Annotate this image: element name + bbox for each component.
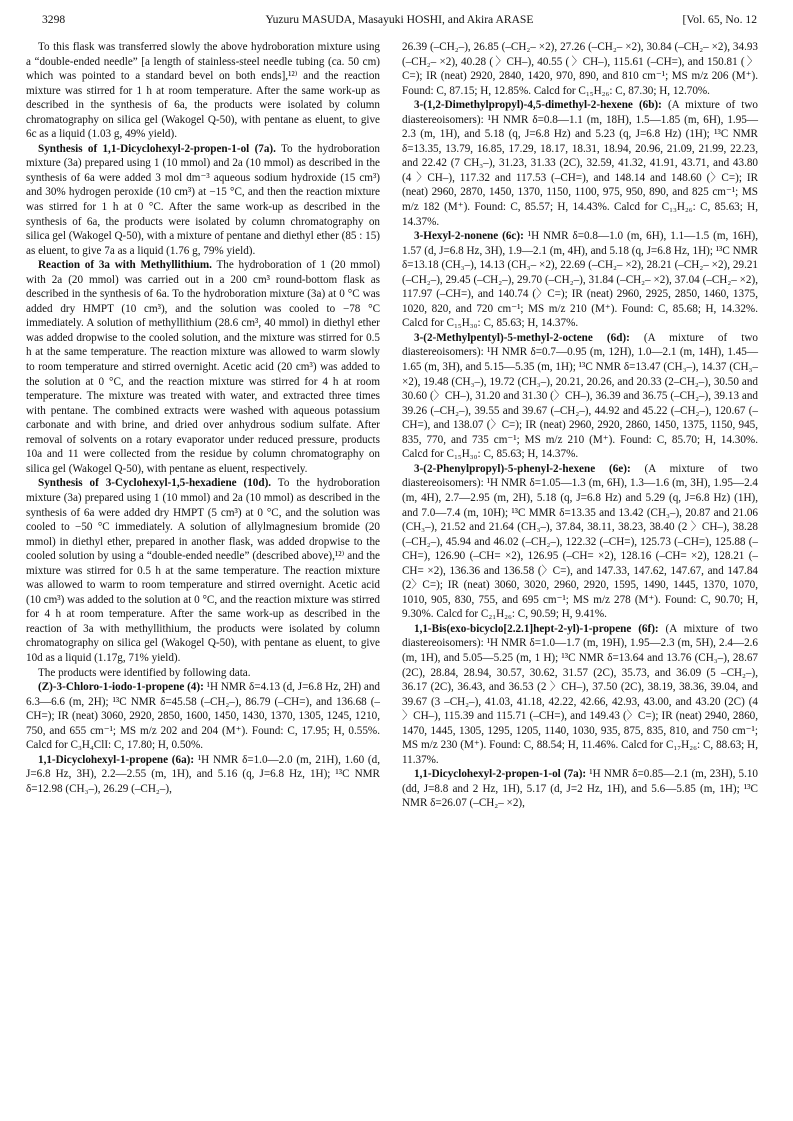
paragraph — [402, 229, 758, 331]
paragraph-text: (A mixture of two diastereoisomers): ¹H NMR δ=0.7—0.95 (m, 12H), 1.0—2.1 (m, 14H), 1.45—1.65 (m, 3H), and 5.15—5.35 (m, 1H); ¹³C NMR δ=13.47 (CH₃–), 14.37 (CH₃– ×2), 19.48 (CH₃–), 19.72 (CH₃–), 20.21, 20.26, and 20.33 (2–CH₂–), 30.50 and 30.60 (〉CH–), 31.20 and 31.30 (〉CH–), 36.39 and 36.75 (–CH₂–), 39.13 and 39.26 (–CH₂–), 39.55 and 39.67 (–CH₂–), 44.92 and 45.22 (–CH₂–), 120.67 (–CH=), and 138.07 (〉C=); IR (neat) 2960, 2920, 2860, 1450, 1375, 1150, 945, 835, 770, and 735 cm⁻¹; MS m/z 210 (M⁺). Found: C, 85.70; H, 14.30%. Calcd for C₁₅H₃₀: C, 85.63; H, 14.37%. — [402, 331, 758, 461]
paragraph — [402, 767, 758, 811]
paragraph-text: The hydroboration of 1 (20 mmol) with 2a (20 mmol) was carried out in a 200 cm³ round-bottom flask as described in the synthesis of 6a. To the hydroboration mixture (3a) at 0 °C was added dry HMPT (10 cm³), and the solution was cooled to −78 °C immediately. A solution of methyllithium (28.6 cm³, 40 mmol) in diethyl ether was added dropwise to the cooled solution, and the mixture was stirred for 0.5 h at the same temperature. The reaction mixture was allowed to warm slowly to room temperature and stirred overnight. Acetic acid (20 cm³) was added to the solution at 0 °C, and the reaction mixture was stirred for 4 h at room temperature. The mixture was treated with water, and extracted three times with pentane. The combined extracts were washed with aqueous potassium carbonate and with brine, and dried over anhydrous sodium sulfate. After removal of solvents on a rotary evaporator under reduced pressure, products 10a and 11 were collected from the residue by column chromatography on silica gel (Wakogel Q-50), with pentane as eluent, respectively. — [26, 259, 381, 475]
paragraph — [26, 142, 380, 258]
paragraph — [26, 476, 380, 665]
section-heading: Synthesis of 3-Cyclohexyl-1,5-hexadiene (10d). — [38, 477, 272, 490]
paragraph-text: (A mixture of two diastereoisomers): ¹H NMR δ=1.05—1.3 (m, 6H), 1.3—1.6 (m, 3H), 1.95—2.4 (m, 4H), 2.7—2.95 (m, 2H), 5.18 (q, J=6.8 Hz) and 5.29 (q, J=6.8 Hz) (1H), and 7.0—7.4 (m, 10H); ¹³C MMR δ=13.35 and 13.42 (CH₃–), 20.87 and 21.06 (CH₃–), 21.52 and 21.64 (CH₃–), 37.84, 38.11, 38.23, 38.40 (2 〉CH–), 38.28 (–CH₂–), 45.94 and 46.02 (–CH₂–), 122.32 (–CH=), 125.73 (–CH=), 125.88 (–CH=), 126.90 (–CH= ×2), 126.95 (–CH= ×2), 128.16 (–CH= ×2), 128.21 (–CH= ×2), 136.36 and 136.58 (〉C=), and 147.33, 147.62, 147.67, and 147.84 (2〉C=); IR (neat) 3060, 3020, 2960, 2920, 1595, 1490, 1445, 1370, 1070, 1010, 905, 830, 755, and 695 cm⁻¹; MS m/z 278 (M⁺). Found: C, 90.70; H, 9.30%. Calcd for C₂₁H₂₆: C, 90.59; H, 9.41%. — [402, 462, 758, 621]
author-line: Yuzuru MASUDA, Masayuki HOSHI, and Akira ARASE — [265, 13, 534, 26]
right-column — [402, 40, 758, 811]
paragraph-text: ¹H NMR δ=0.8—1.0 (m, 6H), 1.1—1.5 (m, 16H), 1.57 (d, J=6.8 Hz, 3H), 1.9—2.1 (m, 4H), and 5.18 (q, J=6.8 Hz, 1H); ¹³C NMR δ=13.18 (CH₃–), 14.13 (CH₃– ×2), 22.69 (–CH₂– ×2), 28.21 (–CH₂– ×2), 29.21 (–CH₂–), 29.45 (–CH₂–), 29.70 (–CH₂–), 31.84 (–CH₂– ×2), 37.04 (–CH₂– ×2), 117.97 (–CH=), and 140.74 (〉C=); IR (neat) 2960, 2925, 2850, 1460, 1375, 1020, 820, and 720 cm⁻¹; MS m/z 210 (M⁺). Found: C, 85.68; H, 14.32%. Calcd for C₁₅H₃₀: C, 85.63; H, 14.37%. — [402, 230, 758, 330]
running-header — [42, 13, 757, 31]
page-number: 3298 — [42, 13, 66, 26]
paragraph — [26, 258, 380, 476]
section-heading: Synthesis of 1,1-Dicyclohexyl-2-propen-1-ol (7a). — [38, 142, 276, 155]
paragraph: 26.39 (–CH₂–), 26.85 (–CH₂– ×2), 27.26 (–CH₂– ×2), 30.84 (–CH₂– ×2), 34.93 (–CH₂– ×2), 40.28 ( 〉CH–), 40.55 ( 〉CH–), 115.61 (–CH=), and 150.81 ( 〉C=); IR (neat) 2920, 2840, 1420, 970, 890, and 810 cm⁻¹; MS m/z 206 (M⁺). Found: C, 87.15; H, 12.85%. Calcd for C₁₅H₂₆: C, 87.30; H, 12.70%. — [402, 41, 758, 97]
paragraph-text: ¹H NMR δ=0.85—2.1 (m, 23H), 5.10 (dd, J=8.8 and 2 Hz, 1H), 5.17 (d, J=2 Hz, 1H), and 5.6—5.85 (m, 1H); ¹³C NMR δ=26.07 (–CH₂– ×2), — [402, 768, 758, 810]
compound-heading: 1,1-Dicyclohexyl-1-propene (6a): — [38, 753, 195, 766]
compound-heading: 3-(1,2-Dimethylpropyl)-4,5-dimethyl-2-hexene (6b): — [414, 99, 662, 112]
volume-info: [Vol. 65, No. 12 — [682, 13, 757, 26]
paragraph — [402, 331, 758, 462]
left-column — [26, 40, 380, 796]
paragraph — [402, 98, 758, 229]
paragraph-text: (A mixture of two diastereoisomers): ¹H NMR δ=0.8—1.1 (m, 18H), 1.5—1.85 (m, 6H), 1.95—2.3 (m, 1H), and 5.18 (q, J=6.8 Hz) and 5.23 (q, J=6.8 Hz) (1H); ¹³C NMR δ=13.35, 13.79, 16.85, 17.29, 18.17, 18.31, 18.94, 20.96, 21.09, 21.99, 22.23, and 22.42 (7 CH₃–), 31.23, 31.33 (2C), 32.59, 41.32, 41.91, 43.71, and 43.80 (4 〉CH–), 117.32 and 117.53 (–CH=), and 148.14 and 148.60 (〉C=); IR (neat) 2960, 2870, 1450, 1370, 1150, 1100, 975, 950, 890, and 825 cm⁻¹; MS m/z 182 (M⁺). Found: C, 85.57; H, 14.43%. Calcd for C₁₃H₂₆: C, 85.63; H, 14.37%. — [402, 99, 758, 228]
paragraph — [26, 753, 380, 797]
paragraph-text: ¹H NMR δ=4.13 (d, J=6.8 Hz, 2H) and 6.3—6.6 (m, 2H); ¹³C NMR δ=45.58 (–CH₂–), 86.79 (–CH=), and 136.68 (–CH=); IR (neat) 3060, 2920, 2850, 1600, 1450, 1430, 1370, 1305, 1245, 1210, 750, and 655 cm⁻¹; MS m/z 202 and 204 (M⁺). Found: C, 17.95; H, 0.55%. Calcd for C₃H₄ClI: C, 17.80; H, 0.50%. — [26, 681, 381, 752]
compound-heading: (Z)-3-Chloro-1-iodo-1-propene (4): — [38, 681, 204, 694]
compound-heading: 3-(2-Phenylpropyl)-5-phenyl-2-hexene (6e): — [414, 462, 631, 475]
paragraph — [26, 680, 380, 753]
paragraph-text: To the hydroboration mixture (3a) prepared using 1 (10 mmol) and 2a (10 mmol) as described in the synthesis of 6a were added dry HMPT (5 cm³) at 0 °C, and the solution was cooled to −50 °C immediately. A solution of allylmagnesium bromide (20 mmol) in diethyl ether, prepared in another flask, was added dropwise to the cooled solution by using a “double-ended needle” (described above),¹²⁾ and the mixture was stirred for 0.5 h at the same temperature. The reaction mixture was allowed to warm to room temperature and stirred overnight. Acetic acid (10 cm³) was added to the solution at 0 °C, and the reaction mixture was stirred for 4 h at room temperature. After the same work-up as described in the reaction of 3a with methyllithium, the products were isolated by column chromatography on silica gel (Wakogel Q-50), with pentane as eluent, to give 10d as a liquid (1.17g, 71% yield). — [26, 477, 380, 664]
paragraph-text: (A mixture of two diastereoisomers): ¹H NMR δ=1.0—1.7 (m, 19H), 1.95—2.3 (m, 5H), 2.4—2.6 (m, 1H), and 5.05—5.25 (m, 1 H); ¹³C NMR δ=13.64 and 13.76 (CH₃–), 28.67 (2C), 28.84, 28.94, 30.57, 30.62, 31.57 (2C), 35.73, and 36.09 (5 –CH₂–), 36.17 (2C), 36.43, and 36.53 (2 〉CH–), 37.50 (2C), 38.19, 38.36, 39.04, and 39.67 (3 –CH₂–), 41.03, 41.18, 42.22, 42.66, 42.93, 43.00, and 43.20 (2C) (4 〉CH–), 115.39 and 115.71 (–CH=), and 149.43 (〉C=); IR (neat) 2940, 2860, 1470, 1445, 1305, 1295, 1205, 1140, 1030, 935, 875, 835, 810, and 750 cm⁻¹; MS m/z 230 (M⁺). Found: C, 88.54; H, 11.46%. Calcd for C₁₇H₂₆: C, 88.63; H, 11.37%. — [402, 622, 758, 766]
paragraph-text: ¹H NMR δ=1.0—2.0 (m, 21H), 1.60 (d, J=6.8 Hz, 3H), 2.2—2.55 (m, 1H), and 5.16 (q, J=6.8 Hz, 1H); ¹³C NMR δ=12.98 (CH₃–), 26.29 (–CH₂–), — [26, 753, 380, 795]
compound-heading: 3-Hexyl-2-nonene (6c): — [414, 230, 524, 243]
paragraph: To this flask was transferred slowly the above hydroboration mixture using a “double-ended needle” [a length of stainless-steel needle tubing (ca. 50 cm) which was pointed to a standard bevel on both ends],¹²⁾ and the reaction mixture was stirred for 1 h at room temperature. After the same work-up as described in the synthesis of 6a, the products were isolated by column chromatography on silica gel (Wakogel Q-50), with pentane as eluent, to give 6c as a liquid (1.03 g, 49% yield). — [26, 41, 380, 141]
paragraph-text: To the hydroboration mixture (3a) prepared using 1 (10 mmol) and 2a (10 mmol) as described in the synthesis of 6a were added 3 mol dm⁻³ aqueous sodium hydroxide (15 cm³) and 30% hydrogen peroxide (10 cm³) at −15 °C, and then the reaction mixture was stirred for 1 h at 0 °C. After the same work-up as described in the synthesis of 6a, the products were isolated by column chromatography on silica gel (Wakogel Q-50), with a mixture of pentane and diethyl ether (85 : 15) as eluent, to give 7a as a liquid (1.76 g, 79% yield). — [26, 142, 380, 257]
compound-heading: 1,1-Bis(exo-bicyclo[2.2.1]hept-2-yl)-1-propene — [414, 622, 632, 635]
section-heading: Reaction of 3a with Methyllithium. — [38, 259, 212, 272]
paragraph — [402, 462, 758, 622]
paragraph: The products were identified by following data. — [38, 666, 251, 679]
paragraph — [402, 622, 758, 767]
compound-heading: 3-(2-Methylpentyl)-5-methyl-2-octene (6d): — [414, 331, 630, 344]
compound-label: (6f): — [631, 622, 659, 635]
compound-heading: 1,1-Dicyclohexyl-2-propen-1-ol (7a): — [414, 768, 587, 781]
